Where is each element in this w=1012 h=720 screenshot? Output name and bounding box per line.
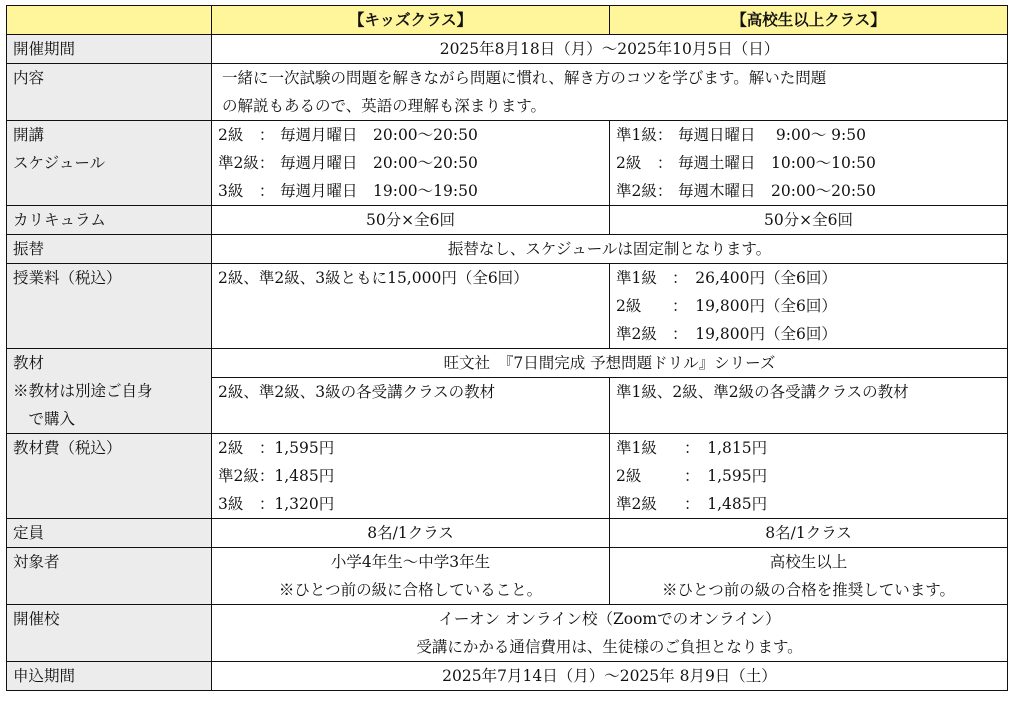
fee-amount: ： 1,815円 [684, 439, 768, 457]
row-venue [7, 605, 1008, 662]
schedule-time: 毎週月曜日 20:00～20:50 [280, 126, 478, 144]
period-value: 2025年8月18日（月）～2025年10月5日（日） [212, 35, 1008, 64]
fee-amount: ：1,320円 [258, 495, 335, 513]
schedule-time: 毎週日曜日 9:00～ 9:50 [678, 126, 866, 144]
label-apply: 申込期間 [7, 662, 212, 691]
row-material-fee [7, 434, 1008, 519]
target-kids-line-2: ※ひとつ前の級に合格していること。 [278, 581, 543, 599]
curriculum-high: 50分×全6回 [610, 206, 1008, 235]
makeup-value: 振替なし、スケジュールは固定制となります。 [212, 235, 1008, 264]
target-high-line-2: ※ひとつ前の級の合格を推奨しています。 [662, 581, 955, 599]
schedule-grade: 2級 ： [218, 126, 275, 144]
tuition-amount: ： 19,800円（全6回） [672, 297, 837, 315]
schedule-high [610, 121, 1008, 206]
tuition-amount: ： 19,800円（全6回） [672, 325, 837, 343]
venue-value [212, 605, 1008, 662]
row-capacity [7, 519, 1008, 548]
schedule-time: 毎週月曜日 20:00～20:50 [280, 154, 478, 172]
apply-value: 2025年7月14日（月）～2025年 8月9日（土） [212, 662, 1008, 691]
material-fee-high-item [616, 434, 1001, 462]
target-high [610, 548, 1008, 605]
tuition-high-item [616, 264, 1001, 292]
material-high: 準1級、2級、準2級の各受講クラスの教材 [610, 378, 1008, 434]
material-fee-kids [212, 434, 610, 519]
schedule-high-item [616, 121, 1001, 149]
row-content [7, 64, 1008, 121]
row-apply [7, 662, 1008, 691]
schedule-grade: 準2級： [218, 154, 275, 172]
curriculum-kids: 50分×全6回 [212, 206, 610, 235]
tuition-high-item [616, 320, 1001, 348]
material-shared: 旺文社 『7日間完成 予想問題ドリル』シリーズ [212, 349, 1008, 378]
label-tuition: 授業料（税込） [7, 264, 212, 349]
fee-grade: 準1級 [616, 439, 657, 457]
row-makeup [7, 235, 1008, 264]
header-high-class: 【高校生以上クラス】 [610, 6, 1008, 35]
schedule-time: 毎週土曜日 10:00～10:50 [678, 154, 876, 172]
label-target: 対象者 [7, 548, 212, 605]
tuition-grade: 2級 [616, 297, 642, 315]
schedule-time: 毎週木曜日 20:00～20:50 [678, 182, 876, 200]
target-kids-line-1: 小学4年生～中学3年生 [330, 553, 491, 571]
target-high-line-1: 高校生以上 [769, 553, 848, 571]
header-kids-class: 【キッズクラス】 [212, 6, 610, 35]
venue-line-2: 受講にかかる通信費用は、生徒様のご負担となります。 [416, 638, 803, 656]
row-target [7, 548, 1008, 605]
label-content: 内容 [7, 64, 212, 121]
schedule-high-item [616, 149, 1001, 177]
label-capacity: 定員 [7, 519, 212, 548]
schedule-kids [212, 121, 610, 206]
label-material-note-2: で購入 [13, 410, 76, 428]
label-schedule-line-1: 開講 [13, 126, 45, 144]
row-period [7, 35, 1008, 64]
label-venue: 開催校 [7, 605, 212, 662]
capacity-kids: 8名/1クラス [212, 519, 610, 548]
row-curriculum [7, 206, 1008, 235]
material-fee-high-item [616, 490, 1001, 518]
target-kids [212, 548, 610, 605]
label-schedule-line-2: スケジュール [13, 154, 106, 172]
schedule-time: 毎週月曜日 19:00～19:50 [280, 182, 478, 200]
fee-amount: ： 1,595円 [684, 467, 768, 485]
fee-amount: ：1,485円 [258, 467, 335, 485]
fee-grade: 3級 [218, 495, 259, 513]
fee-amount: ：1,595円 [258, 439, 335, 457]
material-fee-kids-item [218, 462, 603, 490]
fee-grade: 準2級 [218, 467, 259, 485]
tuition-grade: 準2級 [616, 325, 657, 343]
label-makeup: 振替 [7, 235, 212, 264]
material-fee-kids-item [218, 434, 603, 462]
header-row [7, 6, 1008, 35]
fee-grade: 準2級 [616, 495, 657, 513]
label-period: 開催期間 [7, 35, 212, 64]
tuition-high-item [616, 292, 1001, 320]
schedule-grade: 2級 ： [616, 154, 673, 172]
label-curriculum: カリキュラム [7, 206, 212, 235]
schedule-grade: 準1級： [616, 126, 673, 144]
fee-grade: 2級 [218, 439, 259, 457]
fee-grade: 2級 [616, 467, 642, 485]
tuition-amount: ： 26,400円（全6回） [672, 269, 837, 287]
content-line-1: 一緒に一次試験の問題を解きながら問題に慣れ、解き方のコツを学びます。解いた問題 [222, 69, 827, 87]
capacity-high: 8名/1クラス [610, 519, 1008, 548]
fee-amount: ： 1,485円 [684, 495, 768, 513]
row-schedule [7, 121, 1008, 206]
material-fee-kids-item [218, 490, 603, 518]
material-kids: 2級、準2級、3級の各受講クラスの教材 [212, 378, 610, 434]
content-line-2: の解説もあるので、英語の理解も深まります。 [222, 97, 546, 115]
material-fee-high-item [616, 462, 1001, 490]
label-material-title: 教材 [13, 354, 45, 372]
material-fee-high [610, 434, 1008, 519]
schedule-grade: 3級 ： [218, 182, 275, 200]
row-material [7, 349, 1008, 378]
venue-line-1: イーオン オンライン校（Zoomでのオンライン） [438, 610, 781, 628]
schedule-kids-item [218, 121, 603, 149]
schedule-kids-item [218, 177, 603, 205]
label-material-note-1: ※教材は別途ご自身 [13, 382, 153, 400]
schedule-kids-item [218, 149, 603, 177]
schedule-high-item [616, 177, 1001, 205]
label-material-fee: 教材費（税込） [7, 434, 212, 519]
content-value [212, 64, 1008, 121]
course-info-table [6, 5, 1008, 691]
label-material [7, 349, 212, 434]
schedule-grade: 準2級： [616, 182, 673, 200]
tuition-high [610, 264, 1008, 349]
tuition-kids: 2級、準2級、3級ともに15,000円（全6回） [212, 264, 610, 349]
row-tuition [7, 264, 1008, 349]
header-corner [7, 6, 212, 35]
tuition-grade: 準1級 [616, 269, 657, 287]
label-schedule [7, 121, 212, 206]
